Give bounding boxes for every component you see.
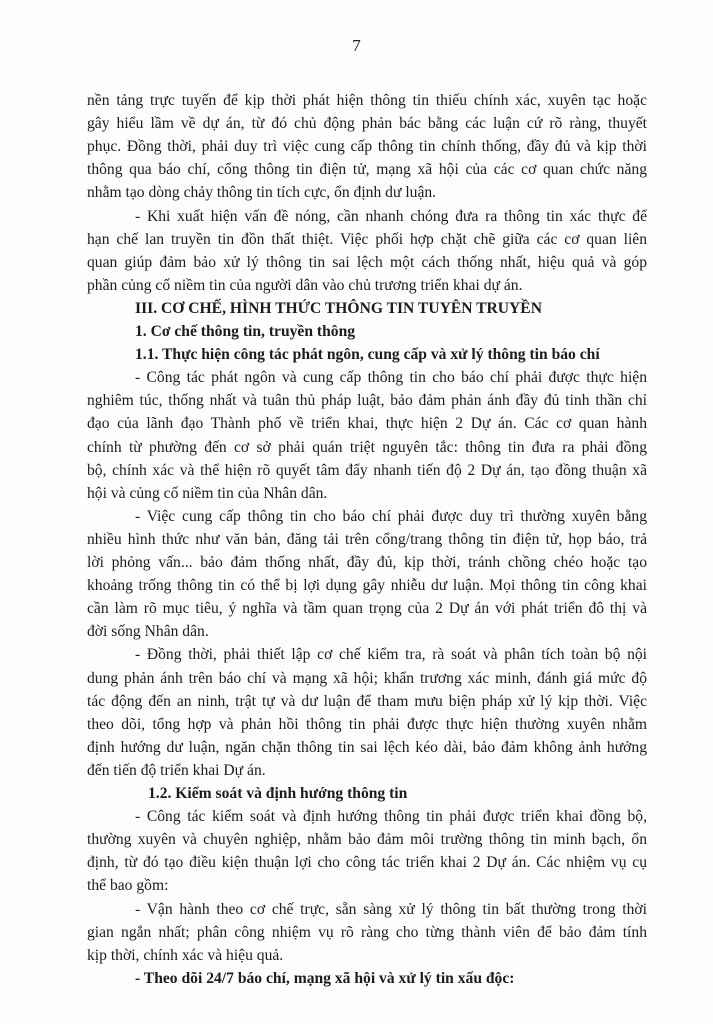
- section-heading-line: 1. Cơ chế thông tin, truyền thông: [135, 323, 356, 340]
- text-line: - Công tác kiểm soát và định hướng thông tin phải được triển khai đồng bộ,: [135, 808, 647, 826]
- text-line: nhiều hình thức như văn bản, đăng tải trên cổng/trang thông tin điện tử, họp báo, trả: [87, 530, 647, 548]
- text-line: thường xuyên và chuyên nghiệp, nhằm bảo đảm môi trường thông tin minh bạch, ổn: [87, 831, 647, 849]
- text-line: hạn chế lan truyền tin đồn thất thiệt. Việc phối hợp chặt chẽ giữa các cơ quan liên: [87, 230, 647, 248]
- text-line: cần làm rõ mục tiêu, ý nghĩa và tầm quan trọng của 2 Dự án với phát triển đô thị và: [87, 600, 647, 618]
- text-line: - Vận hành theo cơ chế trực, sẵn sàng xử lý thông tin bất thường trong thời: [135, 900, 647, 918]
- text-line: gây hiểu lầm về dự án, từ đó chủ động phản bác bằng các luận cứ rõ ràng, thuyết: [87, 115, 647, 133]
- section-heading-line: 1.1. Thực hiện công tác phát ngôn, cung cấp và xử lý thông tin báo chí: [135, 346, 600, 364]
- text-line: nhằm tạo dòng chảy thông tin tích cực, ổn định dư luận.: [87, 184, 437, 202]
- text-line: kịp thời, chính xác và hiệu quả.: [87, 946, 284, 964]
- page-number: 7: [352, 36, 361, 55]
- text-line: chính từ phường đến cơ sở phải quán triệt nguyên tắc: thông tin đưa ra phải đồng: [87, 438, 647, 456]
- text-line: định, từ đó tạo điều kiện thuận lợi cho công tác triển khai 2 Dự án. Các nhiệm vụ cụ: [87, 854, 647, 872]
- text-line: đạo của lãnh đạo Thành phố về triển khai, thực hiện 2 Dự án. Các cơ quan hành: [87, 415, 647, 433]
- text-line: phần củng cố niềm tin của người dân vào chủ trương triển khai dự án.: [87, 276, 523, 294]
- text-line: - Khi xuất hiện vấn đề nóng, cần nhanh chóng đưa ra thông tin xác thực để: [135, 207, 647, 225]
- text-line: lời phỏng vấn... bảo đảm thống nhất, đầy đủ, kịp thời, tránh chồng chéo hoặc tạo: [87, 554, 647, 571]
- text-line: thông qua báo chí, cổng thông tin điện tử, mạng xã hội của các cơ quan chức năng: [87, 161, 647, 179]
- text-line: dung phản ánh trên báo chí và mạng xã hội; khẩn trương xác minh, đánh giá mức độ: [87, 669, 647, 687]
- text-line: quan giúp đảm bảo xử lý thông tin sai lệch một cách thống nhất, hiệu quả và góp: [87, 253, 647, 271]
- text-line: phục. Đồng thời, phải duy trì việc cung cấp thông tin chính thống, đầy đủ và kịp thời: [87, 138, 647, 156]
- text-line: thể bao gồm:: [87, 877, 169, 895]
- text-line: theo dõi, tổng hợp và phản hồi thông tin phải được thực hiện thường xuyên nhằm: [87, 715, 647, 733]
- text-line: khoảng trống thông tin có thể bị lợi dụng gây nhiễu dư luận. Mọi thông tin công khai: [87, 577, 647, 595]
- text-line: hội và củng cố niềm tin của Nhân dân.: [87, 484, 328, 502]
- section-heading-line: 1.2. Kiểm soát và định hướng thông tin: [148, 785, 408, 802]
- text-line: tác động đến an ninh, trật tự và dư luận để tham mưu biện pháp xử lý kịp thời. Việc: [87, 692, 647, 710]
- text-line: gian ngắn nhất; phân công nhiệm vụ rõ ràng cho từng thành viên để bảo đảm tính: [87, 923, 647, 941]
- text-line: đời sống Nhân dân.: [87, 623, 209, 641]
- text-line: nền tảng trực tuyến để kịp thời phát hiện thông tin thiếu chính xác, xuyên tạc hoặc: [87, 92, 647, 109]
- text-line: định hướng dư luận, ngăn chặn thông tin sai lệch kéo dài, bảo đảm không ảnh hưởng: [87, 738, 647, 756]
- section-heading-line: III. CƠ CHẾ, HÌNH THỨC THÔNG TIN TUYÊN TRUYỀN: [135, 299, 542, 317]
- text-line: - Công tác phát ngôn và cung cấp thông tin cho báo chí phải được thực hiện: [135, 369, 647, 387]
- text-line: - Đồng thời, phải thiết lập cơ chế kiểm tra, rà soát và phân tích toàn bộ nội: [135, 646, 647, 664]
- text-line: bộ, chính xác và thể hiện rõ quyết tâm đẩy nhanh tiến độ 2 Dự án, tạo đồng thuận xã: [87, 461, 647, 479]
- section-heading-line: - Theo dõi 24/7 báo chí, mạng xã hội và xử lý tin xấu độc:: [135, 969, 515, 987]
- text-line: - Việc cung cấp thông tin cho báo chí phải được duy trì thường xuyên bằng: [135, 507, 647, 525]
- text-line: đến tiến độ triển khai Dự án.: [87, 761, 266, 779]
- text-line: nghiêm túc, thống nhất và tuân thủ pháp luật, bảo đảm phản ánh đầy đủ tinh thần chỉ: [87, 392, 647, 410]
